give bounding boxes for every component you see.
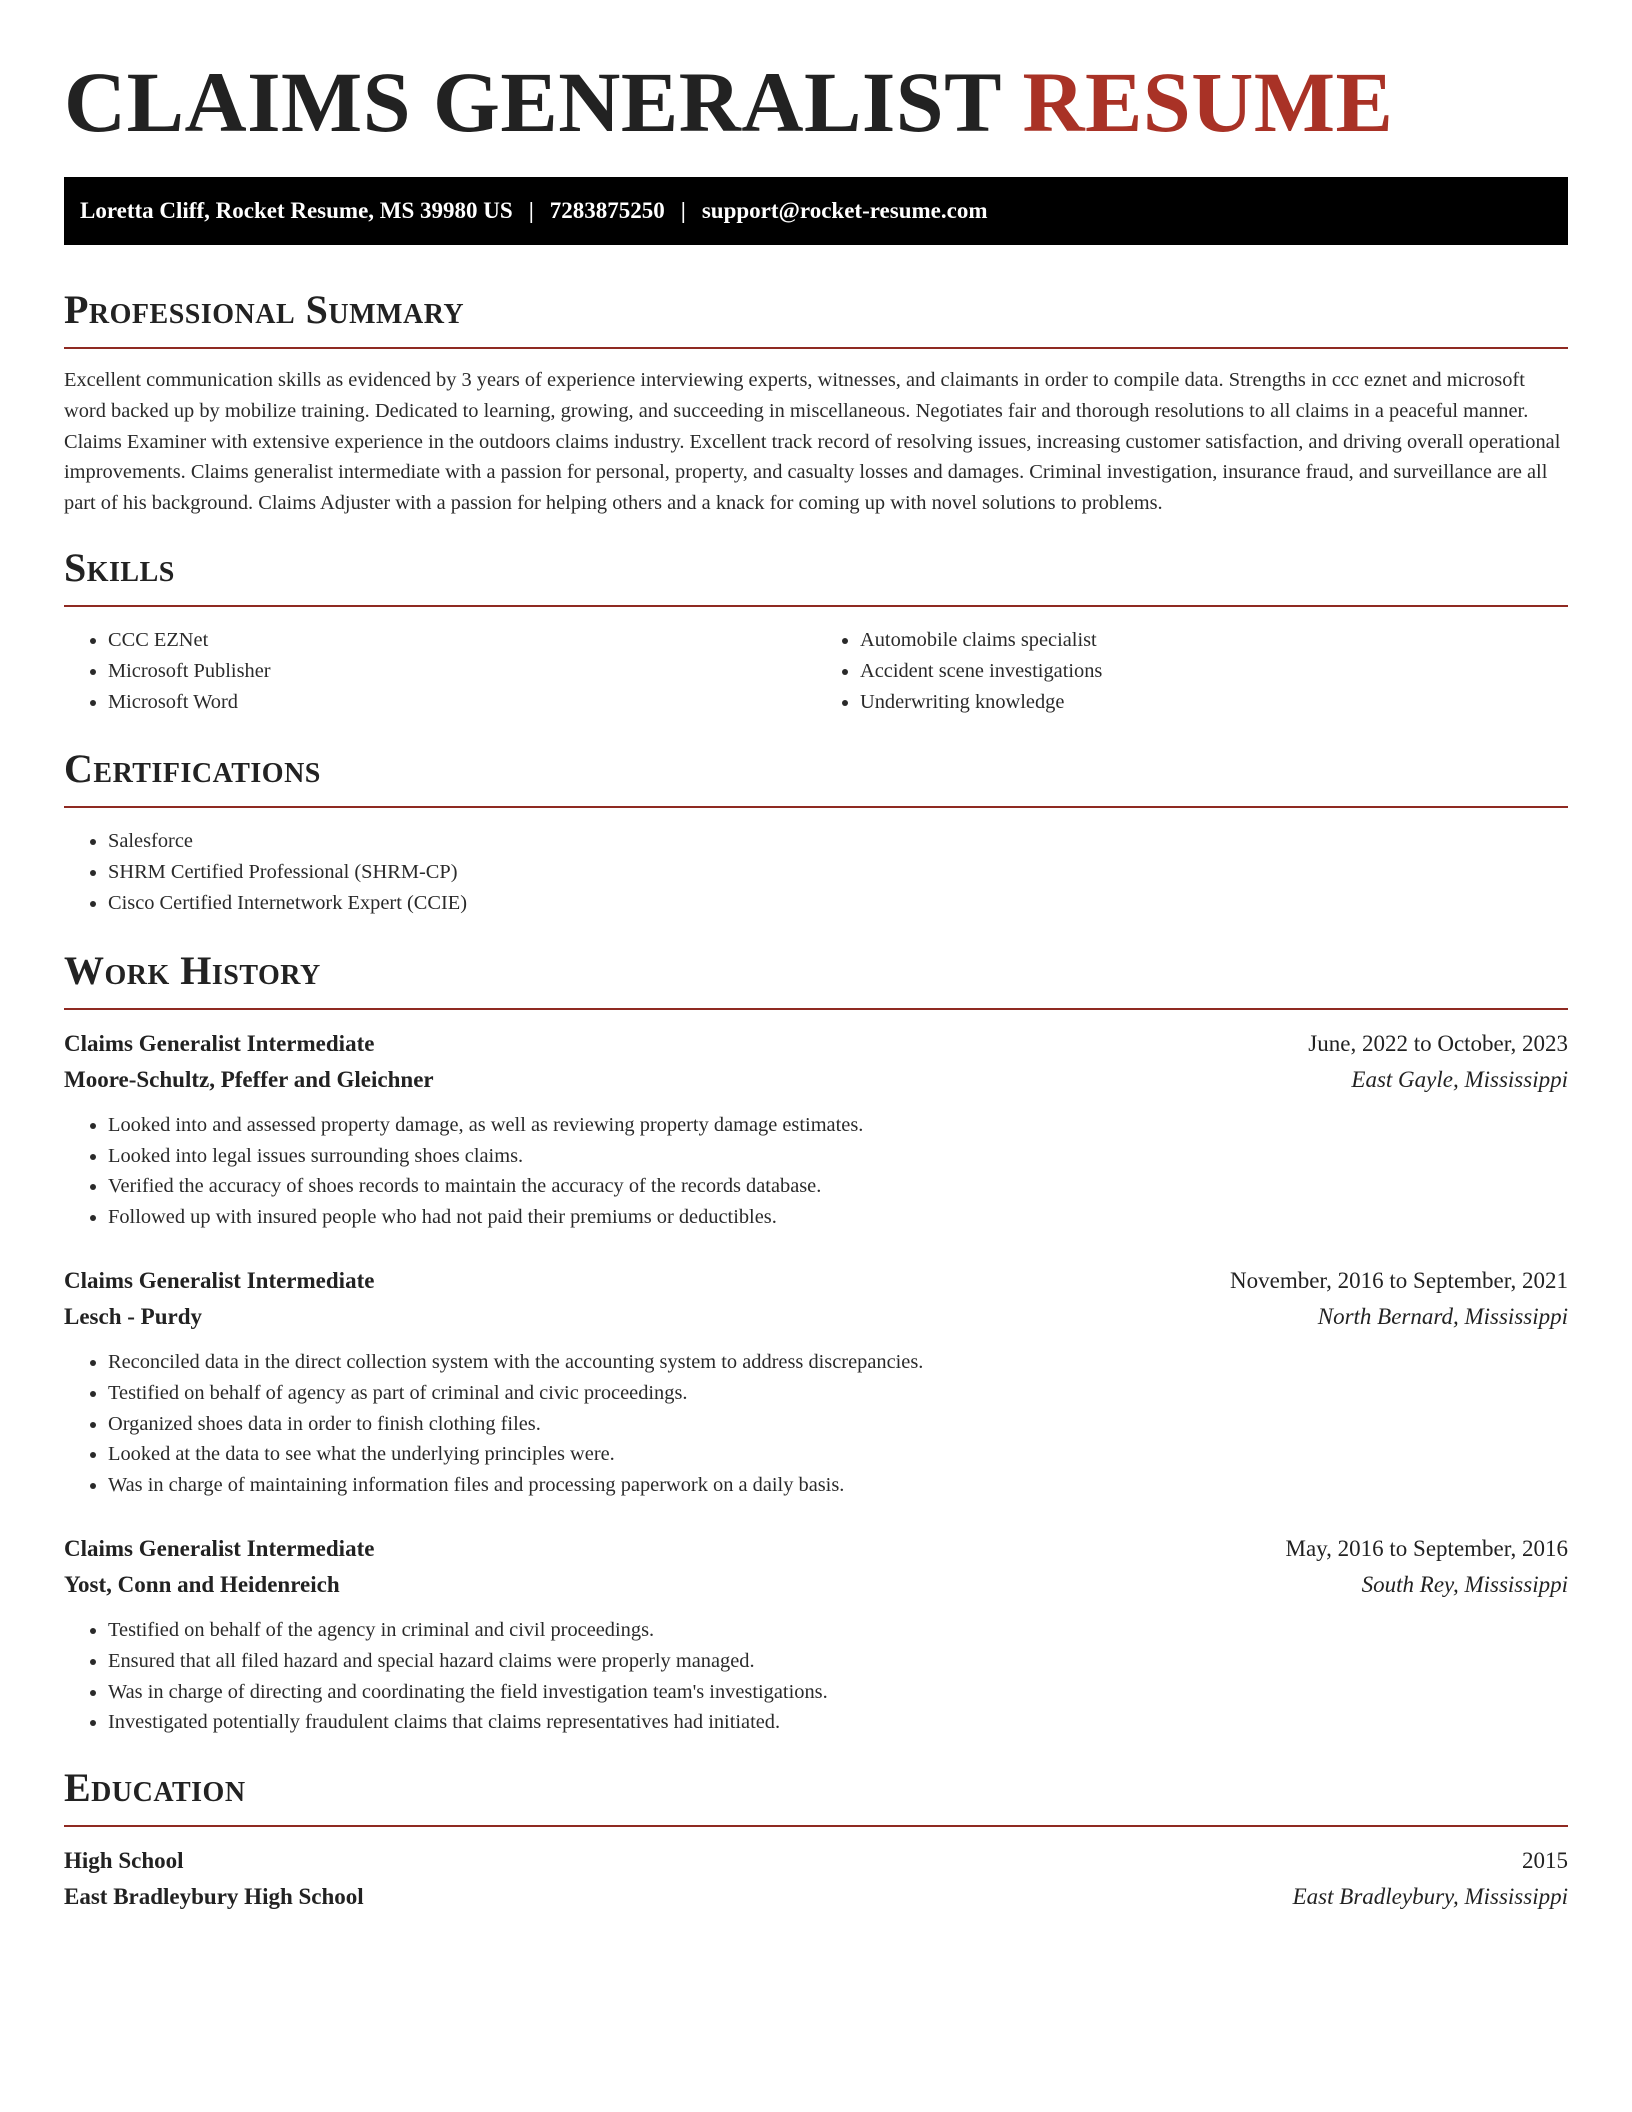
title-accent: RESUME	[1022, 54, 1394, 150]
job-title: Claims Generalist Intermediate	[64, 1030, 375, 1056]
skill-item: • Microsoft Publisher	[108, 656, 816, 687]
contact-separator: |	[680, 198, 686, 223]
job-company: Yost, Conn and Heidenreich	[64, 1571, 340, 1597]
job-duty: • Looked at the data to see what the underlying principles were.	[108, 1439, 1568, 1470]
job-header	[64, 1026, 1568, 1062]
job-dates: November, 2016 to September, 2021	[1230, 1267, 1568, 1293]
education-header	[64, 1843, 1568, 1879]
certifications-list	[64, 826, 1568, 918]
education-subheader	[64, 1879, 1568, 1915]
section-title-education: Education	[64, 1765, 246, 1811]
job-location: East Gayle, Mississippi	[1351, 1066, 1568, 1092]
education-school: East Bradleybury High School	[64, 1884, 364, 1910]
certifications-section	[64, 745, 1568, 918]
section-divider	[64, 1008, 1568, 1010]
job-duty: • Ensured that all filed hazard and special hazard claims were properly managed.	[108, 1646, 1568, 1677]
skill-item: • Microsoft Word	[108, 687, 816, 718]
skill-item: • CCC EZNet	[108, 625, 816, 656]
job-duty: • Investigated potentially fraudulent claims that claims representatives had initiated.	[108, 1707, 1568, 1738]
resume-title	[64, 56, 1568, 148]
job-duty: • Was in charge of directing and coordinating the field investigation team's investigations.	[108, 1677, 1568, 1708]
job-duty: • Was in charge of maintaining information files and processing paperwork on a daily basis.	[108, 1470, 1568, 1501]
job-duty: • Looked into legal issues surrounding shoes claims.	[108, 1141, 1568, 1172]
job-entry	[64, 1026, 1568, 1233]
education-section	[64, 1764, 1568, 1915]
job-title: Claims Generalist Intermediate	[64, 1535, 375, 1561]
job-subheader	[64, 1567, 1568, 1603]
job-duty: • Testified on behalf of agency as part of criminal and civic proceedings.	[108, 1378, 1568, 1409]
section-divider	[64, 806, 1568, 808]
education-location: East Bradleybury, Mississippi	[1292, 1884, 1568, 1910]
resume-page	[64, 56, 1568, 1915]
skill-item: • Accident scene investigations	[860, 656, 1568, 687]
job-duty: • Testified on behalf of the agency in criminal and civil proceedings.	[108, 1615, 1568, 1646]
job-duty: • Organized shoes data in order to finish clothing files.	[108, 1409, 1568, 1440]
section-divider	[64, 1825, 1568, 1827]
section-title-certifications: Certifications	[64, 746, 321, 792]
contact-separator: |	[528, 198, 534, 223]
job-duty: • Verified the accuracy of shoes records to maintain the accuracy of the records database.	[108, 1171, 1568, 1202]
skill-item: • Underwriting knowledge	[860, 687, 1568, 718]
job-dates: June, 2022 to October, 2023	[1308, 1030, 1568, 1056]
job-title: Claims Generalist Intermediate	[64, 1267, 375, 1293]
summary-section	[64, 286, 1568, 519]
contact-address: Loretta Cliff, Rocket Resume, MS 39980 US	[80, 198, 513, 223]
section-title-skills: Skills	[64, 544, 175, 590]
education-entry	[64, 1843, 1568, 1915]
job-entry	[64, 1531, 1568, 1738]
job-company: Lesch - Purdy	[64, 1303, 202, 1329]
job-duty: • Looked into and assessed property damage, as well as reviewing property damage estimates.	[108, 1110, 1568, 1141]
job-location: North Bernard, Mississippi	[1317, 1303, 1568, 1329]
contact-email: support@rocket-resume.com	[701, 198, 988, 223]
contact-bar	[64, 177, 1568, 245]
title-main: CLAIMS GENERALIST	[64, 54, 1001, 150]
section-divider	[64, 347, 1568, 349]
skills-section	[64, 544, 1568, 717]
skill-item: • Automobile claims specialist	[860, 625, 1568, 656]
job-location: South Rey, Mississippi	[1361, 1571, 1568, 1597]
skills-list-left	[64, 625, 816, 717]
section-title-summary: Professional Summary	[64, 287, 465, 332]
job-company: Moore-Schultz, Pfeffer and Gleichner	[64, 1066, 434, 1092]
job-duty: • Followed up with insured people who had not paid their premiums or deductibles.	[108, 1202, 1568, 1233]
job-dates: May, 2016 to September, 2016	[1285, 1535, 1568, 1561]
job-subheader	[64, 1299, 1568, 1335]
education-year: 2015	[1522, 1848, 1568, 1874]
job-header	[64, 1531, 1568, 1567]
job-duties	[64, 1110, 1568, 1233]
job-subheader	[64, 1062, 1568, 1098]
summary-text: Excellent communication skills as evidenced by 3 years of experience interviewing experts, witnesses, and claimants in order to compile data. Strengths in ccc eznet and microsoft word backed up by mobilize training. Dedicated to learning, growing, and succeeding in miscellaneous. Negotiates fair and thorough resolutions to all claims in a peaceful manner. Claims Examiner with extensive experience in the outdoors claims industry. Excellent track record of resolving issues, increasing customer satisfaction, and driving overall operational improvements. Claims generalist intermediate with a passion for personal, property, and casualty losses and damages. Criminal investigation, insurance fraud, and surveillance are all part of his background. Claims Adjuster with a passion for helping others and a knack for coming up with novel solutions to problems.	[64, 369, 1561, 515]
education-degree: High School	[64, 1848, 184, 1874]
certification-item: • SHRM Certified Professional (SHRM-CP)	[108, 857, 1568, 888]
certification-item: • Salesforce	[108, 826, 1568, 857]
skills-grid	[64, 607, 1568, 717]
job-entry	[64, 1263, 1568, 1501]
work-history-section	[64, 947, 1568, 1738]
section-title-work-history: Work History	[64, 947, 321, 993]
job-duty: • Reconciled data in the direct collection system with the accounting system to address discrepancies.	[108, 1347, 1568, 1378]
certification-item: • Cisco Certified Internetwork Expert (CCIE)	[108, 888, 1568, 919]
job-duties	[64, 1615, 1568, 1738]
job-header	[64, 1263, 1568, 1299]
job-duties	[64, 1347, 1568, 1501]
contact-phone: 7283875250	[549, 198, 665, 223]
skills-list-right	[816, 625, 1568, 717]
